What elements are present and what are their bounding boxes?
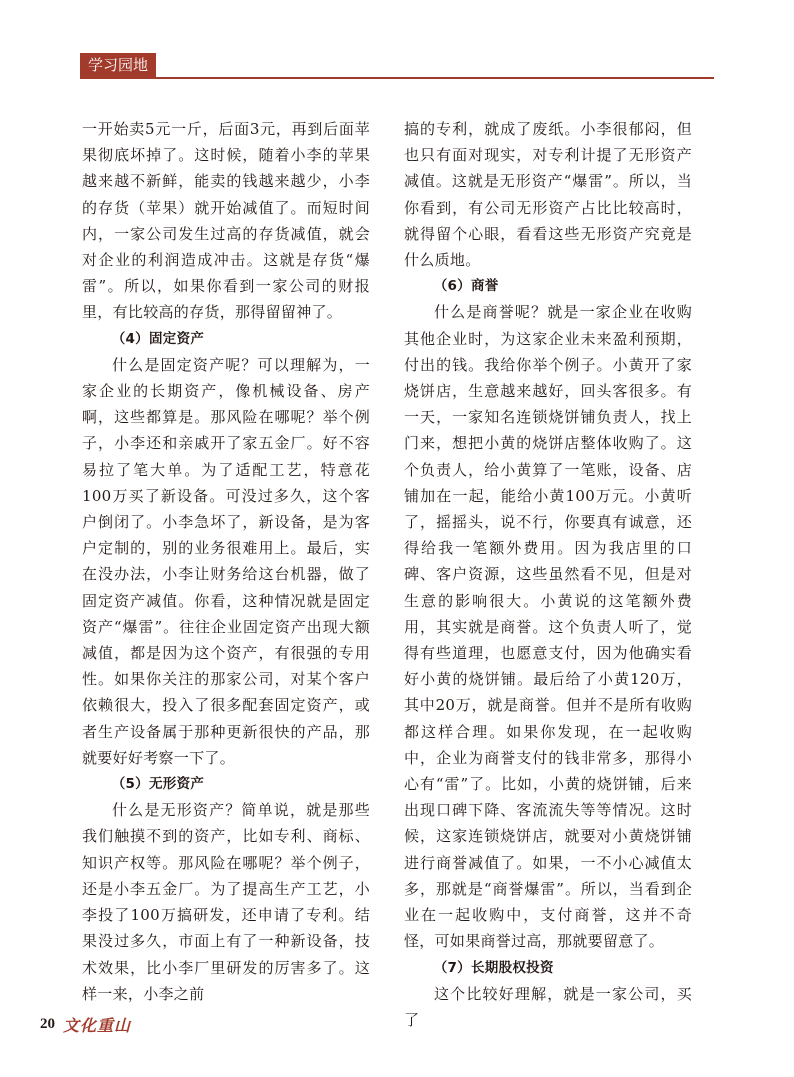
section-label: 学习园地 [80,53,156,77]
body-paragraph: 一开始卖5元一斤，后面3元，再到后面苹果彻底坏掉了。这时候，随着小李的苹果越来越不新鲜，能卖的钱越来越少，小李的存货（苹果）就开始减值了。而短时间内，一家公司发生过高的存货减值，就会对企业的利润造成冲击。这就是存货“爆雷”。所以，如果你看到一家公司的财报里，有比较高的存货，那得留留神了。 [82,120,370,322]
right-column [404,116,692,1033]
body-paragraph: 这个比较好理解，就是一家公司，买了 [404,984,692,1029]
body-paragraph: 搞的专利，就成了废纸。小李很郁闷，但也只有面对现实，对专利计提了无形资产减值。这就是无形资产“爆雷”。所以，当你看到，有公司无形资产占比比较高时，就得留个心眼，看看这些无形资产究竟是什么质地。 [404,120,692,270]
body-paragraph: 什么是固定资产呢？可以理解为，一家企业的长期资产，像机械设备、房产啊，这些都算是。那风险在哪呢？举个例子，小李还和亲戚开了家五金厂。好不容易拉了笔大单。为了适配工艺，特意花100万买了新设备。可没过多久，这个客户倒闭了。小李急坏了，新设备，是为客户定制的，别的业务很难用上。最后，实在没办法，小李让财务给这台机器，做了固定资产减值。你看，这种情况就是固定资产“爆雷”。往往企业固定资产出现大额减值，都是因为这个资产，有很强的专用性。如果你关注的那家公司，对某个客户依赖很大，投入了很多配套固定资产，或者生产设备属于那种更新很快的产品，那就要好好考察一下了。 [82,355,370,767]
page-footer [40,1013,131,1035]
section-heading-intangible-assets: （5）无形资产 [111,776,205,793]
header-rule [80,77,714,79]
page-number: 20 [40,1015,55,1032]
section-heading-fixed-assets: （4）固定资产 [111,330,205,347]
left-column [82,116,370,1007]
section-heading-goodwill: （6）商誉 [433,278,499,295]
section-heading-long-term-equity: （7）长期股权投资 [433,959,554,976]
body-paragraph: 什么是商誉呢？就是一家企业在收购其他企业时，为这家企业未来盈利预期，付出的钱。我给你举个例子。小黄开了家烧饼店，生意越来越好，回头客很多。有一天，一家知名连锁烧饼铺负责人，找上门来，想把小黄的烧饼店整体收购了。这个负责人，给小黄算了一笔账，设备、店铺加在一起，能给小黄100万元。小黄听了，摇摇头，说不行，你要真有诚意，还得给我一笔额外费用。因为我店里的口碑、客户资源，这些虽然看不见，但是对生意的影响很大。小黄说的这笔额外费用，其实就是商誉。这个负责人听了，觉得有些道理，也愿意支付，因为他确实看好小黄的烧饼铺。最后给了小黄120万，其中20万，就是商誉。但并不是所有收购都这样合理。如果你发现，在一起收购中，企业为商誉支付的钱非常多，那得小心有“雷”了。比如，小黄的烧饼铺，后来出现口碑下降、客流流失等等情况。这时候，这家连锁烧饼店，就要对小黄烧饼铺进行商誉减值了。如果，一不小心减值太多，那就是“商誉爆雷”。所以，当看到企业在一起收购中，支付商誉，这并不奇怪，可如果商誉过高，那就要留意了。 [404,303,692,951]
body-paragraph: 什么是无形资产？简单说，就是那些我们触摸不到的资产，比如专利、商标、知识产权等。那风险在哪呢？举个例子，还是小李五金厂。为了提高生产工艺，小李投了100万搞研发，还申请了专利。结果没过多久，市面上有了一种新设备，技术效果，比小李厂里研发的厉害多了。这样一来，小李之前 [82,801,370,1003]
magazine-logo: 文化重山 [63,1015,132,1035]
